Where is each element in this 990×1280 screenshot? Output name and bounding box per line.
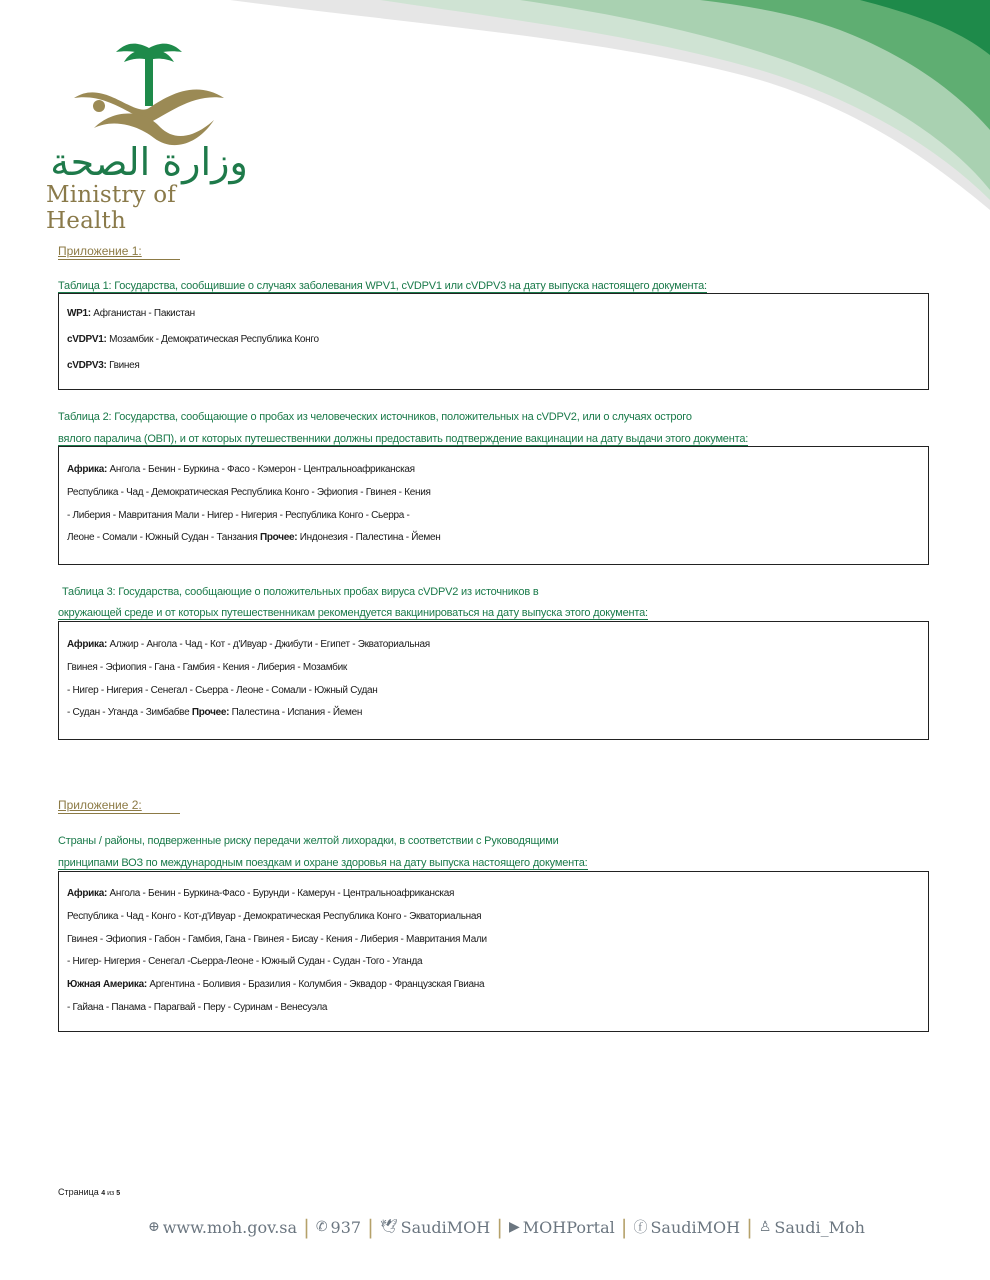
appendix-2-box (58, 871, 929, 1032)
table-3-line: Гвинея - Эфиопия - Гана - Гамбия - Кения - Либерия - Мозамбик (67, 661, 347, 673)
twitter-icon: 🕊 (379, 1219, 398, 1235)
table-2-line: - Либерия - Мавритания Мали - Нигер - Нигерия - Республика Конго - Сьерра - (67, 509, 410, 521)
region-label: Африка: (67, 888, 108, 899)
table-1-heading (58, 279, 869, 294)
facebook-icon: ⓕ (633, 1220, 648, 1236)
row-label: cVDPV3: (67, 359, 107, 371)
row-text: Афганистан - Пакистан (90, 308, 195, 319)
line-text: Индонезия - Палестина - Йемен (297, 532, 441, 544)
appendix-2-line: - Гайана - Панама - Парагвай - Перу - Суринам - Венесуэла (67, 1001, 328, 1013)
region-label: Африка: (67, 639, 108, 650)
table-2-line: Республика - Чад - Демократическая Республика Конго - Эфиопия - Гвинея - Кения (67, 486, 431, 498)
appendix-2-heading-text: принципами ВОЗ по международным поездкам и охране здоровья на дату выпуска настоящего документа: (58, 857, 588, 869)
appendix-2-heading-line1: Страны / районы, подверженные риску передачи желтой лихорадки, в соответствии с Руководящими (58, 835, 559, 847)
table-3-heading-text: окружающей среде и от которых путешественникам рекомендуется вакцинироваться на дату выпуска этого документа: (58, 607, 648, 619)
appendix-2-line (67, 883, 920, 906)
line-text: Леоне - Сомали - Южный Судан - Танзания (67, 532, 260, 544)
table-2-line (67, 459, 920, 482)
divider: | (746, 1215, 753, 1239)
footer-phone[interactable]: 937 (330, 1217, 362, 1237)
appendix-2-heading-line2 (58, 856, 588, 870)
table-3-line: - Нигер - Нигерия - Сенегал - Сьерра - Леоне - Сомали - Южный Судан (67, 684, 378, 696)
footer-youtube[interactable]: MOHPortal (522, 1217, 615, 1237)
appendix-2-title: Приложение 2: (58, 798, 180, 814)
table-1-box (58, 293, 929, 390)
phone-icon: ✆ (315, 1219, 328, 1235)
line-text: Ангола - Бенин - Буркина-Фасо - Бурунди - Камерун - Центральноафриканская (107, 888, 455, 899)
page-total: 5 (116, 1190, 121, 1197)
table-3-line (67, 634, 920, 657)
table-3-heading-line1: Таблица 3: Государства, сообщающие о положительных пробах вируса cVDPV2 из источников в (62, 586, 539, 598)
region-label: Южная Америка: (67, 979, 147, 991)
appendix-2-line: - Нигер- Нигерия - Сенегал -Сьерра-Леоне - Южный Судан - Судан -Того - Уганда (67, 956, 423, 968)
page-of: из (105, 1190, 117, 1197)
region-label: Африка: (67, 464, 108, 475)
line-text: Алжир - Ангола - Чад - Кот - д'Ивуар - Джибути - Египет - Экваториальная (107, 639, 430, 650)
page-number (58, 1187, 120, 1197)
line-text: Палестина - Испания - Йемен (229, 707, 363, 719)
divider: | (367, 1215, 374, 1239)
table-3-heading-line2 (58, 606, 648, 620)
footer-twitter[interactable]: SaudiMOH (400, 1217, 491, 1237)
table-2-heading-line1: Таблица 2: Государства, сообщающие о пробах из человеческих источников, положительных на cVDPV2, или о случаях острого (58, 411, 692, 423)
logo-english-text: Ministry of Health (46, 182, 176, 234)
divider: | (303, 1215, 310, 1239)
table-1-row (67, 329, 920, 352)
appendix-2-line: Гвинея - Эфиопия - Габон - Гамбия, Гана - Гвинея - Бисау - Кения - Либерия - Мавритания Мали (67, 933, 487, 945)
footer-facebook[interactable]: SaudiMOH (650, 1217, 741, 1237)
region-label: Прочее: (259, 532, 298, 544)
region-label: Прочее: (191, 707, 230, 719)
table-3-box (58, 621, 929, 740)
globe-icon: ⊕ (148, 1219, 160, 1235)
divider: | (496, 1215, 503, 1239)
table-2-line (67, 527, 920, 550)
logo-arabic-text: وزارة الصحة (50, 140, 248, 184)
row-text: Гвинея (106, 359, 140, 371)
snapchat-icon: ♙ (758, 1219, 772, 1235)
appendix-2-line (67, 974, 920, 997)
line-text: Аргентина - Боливия - Бразилия - Колумбия - Эквадор - Французская Гвиана (146, 979, 485, 991)
footer-contacts (148, 1212, 865, 1242)
table-2-heading-text: вялого паралича (ОВП), и от которых путешественники должны предоставить подтверждение вакцинации на дату выдачи этого документа: (58, 433, 749, 445)
divider: | (620, 1215, 628, 1239)
row-text: Мозамбик - Демократическая Республика Конго (106, 333, 319, 345)
table-1-heading-text: Таблица 1: Государства, сообщившие о случаях заболевания WPV1, cVDPV1 или cVDPV3 на дату выпуска настоящего документа: (58, 280, 707, 292)
table-3-line (67, 702, 920, 725)
page-current: 4 (101, 1190, 106, 1197)
line-text: - Судан - Уганда - Зимбабве (67, 707, 192, 719)
footer-website[interactable]: www.moh.gov.sa (162, 1217, 298, 1237)
page-prefix: Страница (58, 1187, 102, 1197)
row-label: cVDPV1: (67, 333, 107, 345)
row-label: WP1: (67, 308, 91, 319)
appendix-1-title: Приложение 1: (58, 244, 180, 260)
table-1-row (67, 303, 920, 326)
table-2-box (58, 446, 929, 565)
table-2-heading-line2 (58, 432, 894, 447)
table-1-row (67, 355, 920, 378)
footer-snapchat[interactable]: Saudi_Moh (774, 1217, 865, 1237)
appendix-2-line: Республика - Чад - Конго - Кот-д'Ивуар - Демократическая Республика Конго - Экваториальная (67, 910, 482, 922)
line-text: Ангола - Бенин - Буркина - Фасо - Кэмерон - Центральноафриканская (107, 464, 415, 475)
youtube-icon: ▶ (509, 1219, 520, 1235)
